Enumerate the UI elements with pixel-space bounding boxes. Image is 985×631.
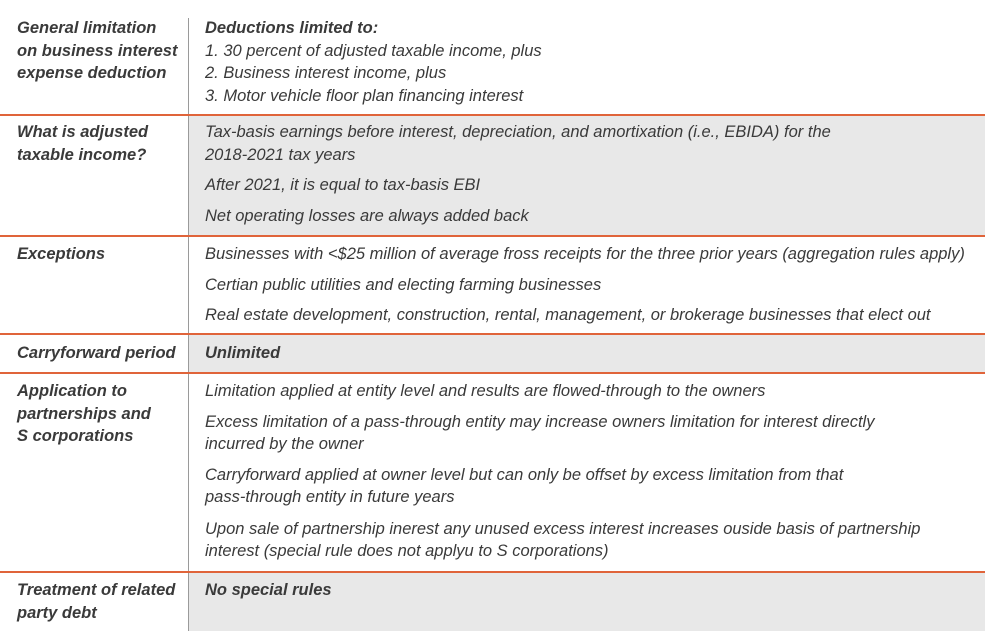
row-carryforward-period <box>0 335 985 372</box>
paragraph-line: Tax-basis earnings before interest, depreciation, and amortixation (i.e., EBIDA) for the <box>205 123 831 141</box>
label-line: Exceptions <box>17 245 106 263</box>
row-label <box>0 116 188 235</box>
row-content <box>189 237 985 333</box>
paragraph-line: Upon sale of partnership inerest any unused excess interest increases ouside basis of partnership <box>205 519 921 538</box>
row-label <box>0 0 188 114</box>
label-line: party debt <box>17 603 97 622</box>
label-line: Treatment of related <box>17 581 176 599</box>
row-value: No special rules <box>205 581 332 599</box>
list-item: 3. Motor vehicle floor plan financing interest <box>205 86 524 105</box>
label-line: General limitation <box>17 19 157 37</box>
row-related-party-debt <box>0 573 985 631</box>
label-line: on business interest <box>17 41 178 60</box>
paragraph-line: Excess limitation of a pass-through entity may increase owners limitation for interest directly <box>205 412 875 431</box>
paragraph-line: 2018-2021 tax years <box>205 145 356 164</box>
content-header: Deductions limited to: <box>205 19 379 37</box>
row-exceptions <box>0 237 985 333</box>
paragraph-line: Carryforward applied at owner level but can only be offset by excess limitation from that <box>205 465 844 484</box>
paragraph-line: Real estate development, construction, rental, management, or brokerage businesses that elect out <box>205 306 931 324</box>
list-item: 2. Business interest income, plus <box>205 64 447 82</box>
paragraph-line: incurred by the owner <box>205 435 364 453</box>
row-label <box>0 237 188 333</box>
label-line: expense deduction <box>17 64 167 82</box>
paragraph-line: After 2021, it is equal to tax-basis EBI <box>205 176 481 194</box>
row-content <box>189 0 985 114</box>
label-line: What is adjusted <box>17 123 149 141</box>
label-line: partnerships and <box>17 404 151 423</box>
paragraph-line: pass-through entity in future years <box>205 488 455 506</box>
row-label <box>0 374 188 571</box>
row-content <box>189 335 985 372</box>
row-value: Unlimited <box>205 344 281 362</box>
paragraph-line: Certian public utilities and electing farming businesses <box>205 275 602 294</box>
paragraph-line: Businesses with <$25 million of average fross receipts for the three prior years (aggregation rules apply) <box>205 245 965 263</box>
paragraph-line: Net operating losses are always added back <box>205 206 529 225</box>
label-line: S corporations <box>17 427 134 445</box>
row-content <box>189 374 985 571</box>
paragraph-line: Limitation applied at entity level and results are flowed-through to the owners <box>205 382 766 400</box>
row-label <box>0 335 188 372</box>
label-line: Application to <box>17 382 127 400</box>
row-content <box>189 573 985 631</box>
list-item: 1. 30 percent of adjusted taxable income, plus <box>205 41 542 60</box>
row-general-limitation <box>0 0 985 114</box>
label-line: taxable income? <box>17 145 147 164</box>
label-line: Carryforward period <box>17 344 176 362</box>
paragraph-line: interest (special rule does not applyu to S corporations) <box>205 542 609 560</box>
row-application-partnerships <box>0 374 985 571</box>
row-content <box>189 116 985 235</box>
row-adjusted-taxable-income <box>0 116 985 235</box>
row-label <box>0 573 188 631</box>
